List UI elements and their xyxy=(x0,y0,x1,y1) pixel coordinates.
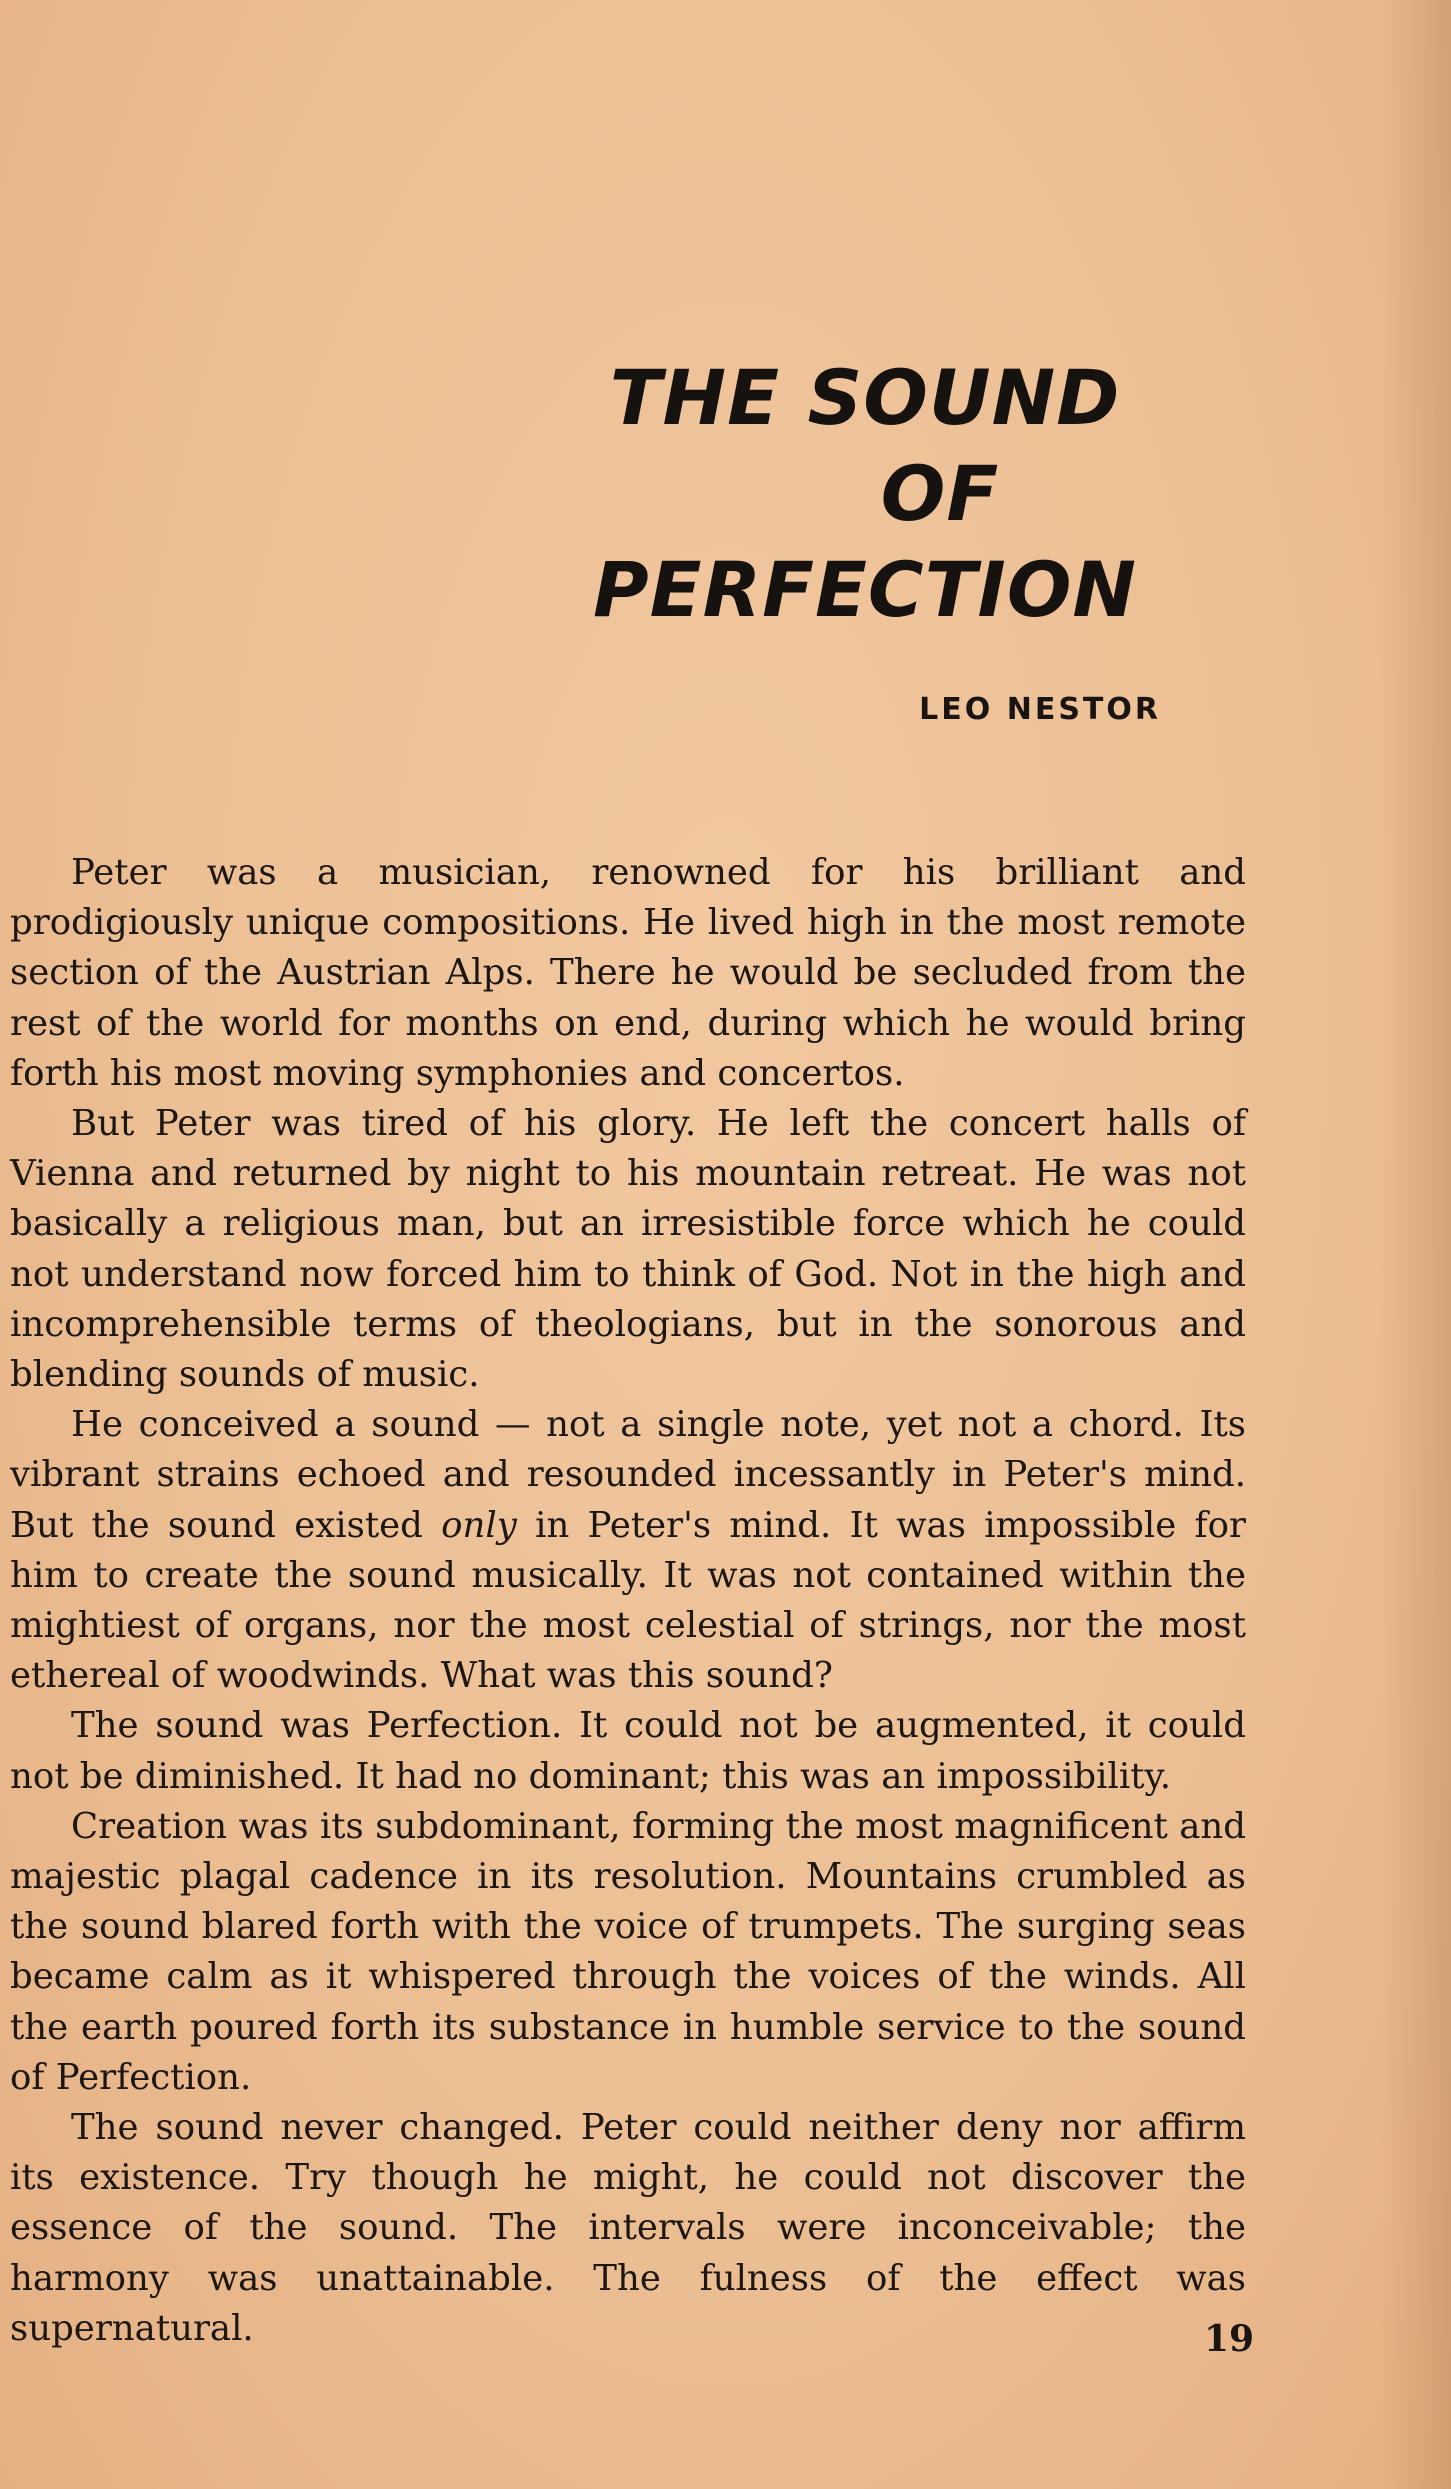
paragraph-4: The sound was Perfection. It could not be augmented, it could not be diminished. It had no dominant; this was an impossibility. xyxy=(10,1705,1246,1797)
title-line-2: OF xyxy=(880,449,1000,538)
story-body xyxy=(10,848,1246,2354)
paragraph-3-part-a: He conceived a sound — not a single note, yet not a chord. Its vibrant strains echoed and resounded incessantly in Peter's mind. But the sound existed xyxy=(10,1404,1246,1546)
paragraph-5: Creation was its subdominant, forming the most magnificent and majestic plagal cadence in its resolution. Mountains crumbled as the sound blared forth with the voice of trumpets. The surging seas became calm as it whispered through the voices of the winds. All the earth poured forth its substance in humble service to the sound of Perfection. xyxy=(10,1805,1246,2098)
paragraph-6: The sound never changed. Peter could neither deny nor affirm its existence. Try though he might, he could not discover the essence of the sound. The intervals were inconceivable; the harmony was unattainable. The fulness of the effect was supernatural. xyxy=(10,2107,1246,2349)
page-number: 19 xyxy=(1204,2318,1255,2360)
paragraph-1: Peter was a musician, renowned for his brilliant and prodigiously unique compositions. He lived high in the most remote section of the Austrian Alps. There he would be secluded from the rest of the world for months on end, during which he would bring forth his most moving symphonies and concertos. xyxy=(10,852,1246,1094)
paragraph-3-part-b: in Peter's mind. It was impossible for him to create the sound musically. It was not contained within the mightiest of organs, nor the most celestial of strings, nor the most ethereal of woodwinds. What was this sound? xyxy=(10,1504,1246,1697)
author-byline: LEO NESTOR xyxy=(919,692,1161,727)
title-line-3: PERFECTION xyxy=(592,545,1138,634)
paragraph-3 xyxy=(10,1400,1246,1701)
paragraph-2: But Peter was tired of his glory. He left the concert halls of Vienna and returned by night to his mountain retreat. He was not basically a religious man, but an irresistible force which he could not understand now forced him to think of God. Not in the high and incomprehensible terms of theologians, but in the sonorous and blending sounds of music. xyxy=(10,1103,1246,1396)
story-title xyxy=(560,350,1170,638)
title-line-1: THE SOUND xyxy=(609,353,1121,442)
emphasis-only: only xyxy=(441,1504,517,1546)
